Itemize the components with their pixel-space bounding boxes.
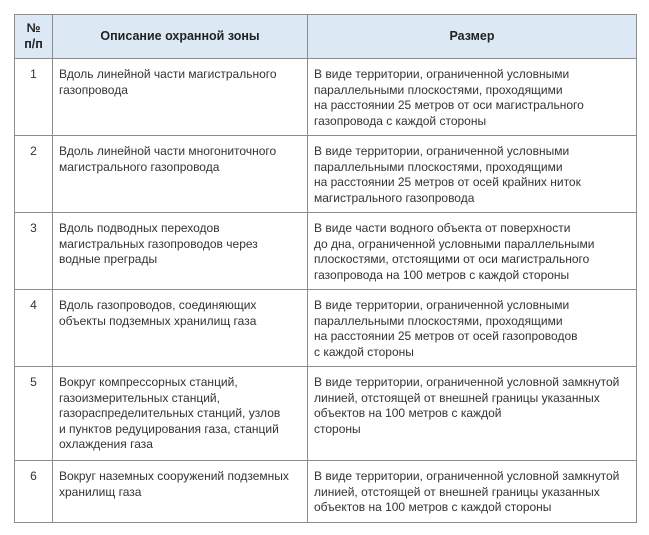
document-page xyxy=(14,14,636,523)
row-num: 2 xyxy=(15,136,53,213)
row-description xyxy=(53,461,308,523)
text-line: газоизмерительных станций, xyxy=(59,390,220,405)
text-line: объектов на 100 метров с каждой xyxy=(314,406,502,420)
row-num: 3 xyxy=(15,213,53,290)
text-line: В виде территории, ограниченной условными xyxy=(314,67,570,81)
table-row xyxy=(15,461,637,523)
text-line: водные преграды xyxy=(59,252,158,266)
header-num-line: № xyxy=(26,21,41,35)
text-line: хранилищ газа xyxy=(59,484,142,499)
text-line: Вдоль газопроводов, соединяющих xyxy=(59,298,257,312)
text-line: магистрального газопровода xyxy=(59,159,220,174)
text-line: на расстоянии 25 метров от осей газопроводов xyxy=(314,329,578,343)
row-size xyxy=(308,367,637,461)
text-line: параллельными плоскостями, проходящими xyxy=(314,313,563,328)
row-num: 5 xyxy=(15,367,53,461)
text-line: газопровода на 100 метров с каждой стороны xyxy=(314,267,570,282)
text-line: магистрального газопровода xyxy=(314,190,475,205)
row-description xyxy=(53,59,308,136)
row-size xyxy=(308,461,637,523)
text-line: В виде территории, ограниченной условной замкнутой xyxy=(314,375,620,389)
text-line: на расстоянии 25 метров от осей крайних ниток xyxy=(314,175,581,189)
text-line: В виде части водного объекта от поверхности xyxy=(314,221,571,235)
table-row xyxy=(15,136,637,213)
text-line: Вокруг компрессорных станций, xyxy=(59,375,238,389)
text-line: с каждой стороны xyxy=(314,344,414,359)
text-line: и пунктов редуцирования газа, станций xyxy=(59,421,279,436)
text-line: линией, отстоящей от внешней границы указанных xyxy=(314,484,600,499)
text-line: Вдоль линейной части магистрального xyxy=(59,67,277,81)
table-row xyxy=(15,59,637,136)
text-line: плоскостями, отстоящими от оси магистрального xyxy=(314,252,590,266)
text-line: объектов на 100 метров с каждой стороны xyxy=(314,500,552,514)
text-line: В виде территории, ограниченной условной замкнутой xyxy=(314,469,620,483)
text-line: газопровода xyxy=(59,82,128,97)
row-description xyxy=(53,290,308,367)
row-num: 4 xyxy=(15,290,53,367)
text-line: параллельными плоскостями, проходящими xyxy=(314,159,563,174)
text-line: газопровода с каждой стороны xyxy=(314,113,487,128)
text-line: Вдоль линейной части многониточного xyxy=(59,144,277,158)
table-row xyxy=(15,367,637,461)
row-num: 1 xyxy=(15,59,53,136)
text-line: магистральных газопроводов через xyxy=(59,236,258,251)
table-row xyxy=(15,213,637,290)
text-line: стороны xyxy=(314,421,361,436)
row-size xyxy=(308,136,637,213)
protection-zones-table xyxy=(14,14,637,523)
row-description xyxy=(53,136,308,213)
row-size xyxy=(308,213,637,290)
table-header-row xyxy=(15,15,637,59)
text-line: до дна, ограниченной условными параллельными xyxy=(314,236,595,251)
header-num xyxy=(15,15,53,59)
row-num: 6 xyxy=(15,461,53,523)
header-num-line: п/п xyxy=(24,36,43,51)
header-size: Размер xyxy=(308,15,637,59)
text-line: газораспределительных станций, узлов xyxy=(59,406,281,420)
text-line: параллельными плоскостями, проходящими xyxy=(314,82,563,97)
text-line: Вокруг наземных сооружений подземных xyxy=(59,469,289,483)
text-line: Вдоль подводных переходов xyxy=(59,221,220,235)
text-line: В виде территории, ограниченной условными xyxy=(314,144,570,158)
text-line: линией, отстоящей от внешней границы указанных xyxy=(314,390,600,405)
header-description: Описание охранной зоны xyxy=(53,15,308,59)
row-description xyxy=(53,367,308,461)
row-size xyxy=(308,59,637,136)
text-line: на расстоянии 25 метров от оси магистрального xyxy=(314,98,584,112)
row-description xyxy=(53,213,308,290)
text-line: В виде территории, ограниченной условными xyxy=(314,298,570,312)
table-row xyxy=(15,290,637,367)
text-line: объекты подземных хранилищ газа xyxy=(59,313,257,328)
row-size xyxy=(308,290,637,367)
text-line: охлаждения газа xyxy=(59,437,153,451)
